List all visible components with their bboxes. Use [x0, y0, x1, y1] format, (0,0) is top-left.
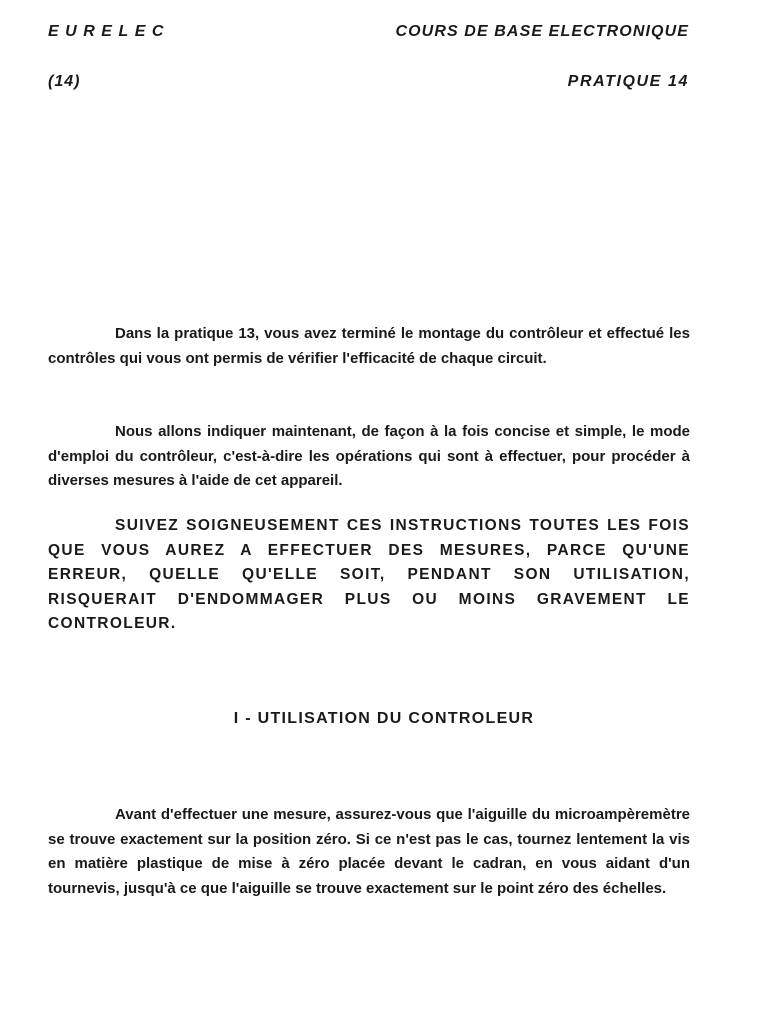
paragraph-warning: SUIVEZ SOIGNEUSEMENT CES INSTRUCTIONS TOUTES LES FOIS QUE VOUS AUREZ A EFFECTUER DES MESURES, PARCE QU'UNE ERREUR, QUELLE QU'ELLE SOIT, PENDANT SON UTILISATION, RISQUERAIT D'ENDOMMAGER PLUS OU MOINS GRAVEMENT LE CONTROLEUR. [48, 517, 690, 632]
header-course-title: COURS DE BASE ELECTRONIQUE [395, 23, 689, 40]
paragraph-zero-adjust: Avant d'effectuer une mesure, assurez-vous que l'aiguille du microampèremètre se trouve exactement sur la position zéro. Si ce n'est pas le cas, tournez lentement la vis en matière plastique de mise à zéro placée devant le cadran, en vous aidant d'un tournevis, jusqu'à ce que l'aiguille se trouve exactement sur le point zéro des échelles. [48, 806, 690, 897]
section-title: I - UTILISATION DU CONTROLEUR [233, 710, 535, 727]
header-brand: EURELEC [48, 23, 170, 40]
header-practice-label: PRATIQUE 14 [567, 73, 689, 90]
paragraph-purpose: Nous allons indiquer maintenant, de façon à la fois concise et simple, le mode d'emploi du contrôleur, c'est-à-dire les opérations qui sont à effectuer, pour procéder à diverses mesures à l'aide de cet appareil. [48, 423, 690, 489]
paragraph-intro: Dans la pratique 13, vous avez terminé le montage du contrôleur et effectué les contrôles qui vous ont permis de vérifier l'efficacité de chaque circuit. [48, 325, 690, 367]
header-page-number: (14) [48, 73, 81, 90]
